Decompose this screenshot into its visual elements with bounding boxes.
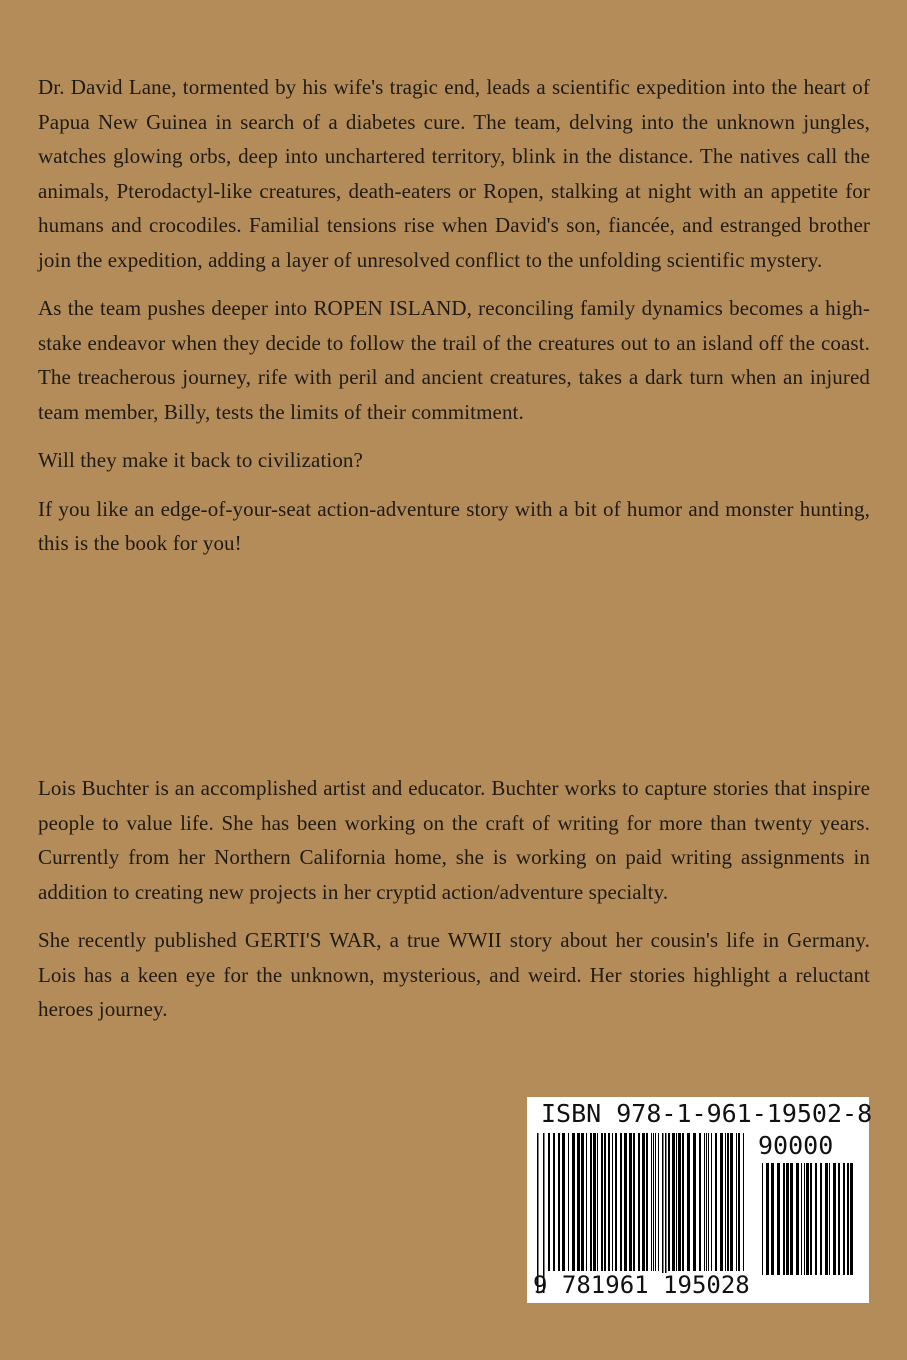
barcode-bar (825, 1163, 828, 1275)
bio-paragraph-1: Lois Buchter is an accomplished artist and educator. Buchter works to capture stories that inspire people to value life. She has been working on the craft of writing for more than twenty years. Currently from her Northern California home, she is working on paid writing assignments in addition to creating new projects in her cryptid action/adventure specialty. (38, 776, 870, 904)
barcode-bar (706, 1133, 707, 1271)
barcode-guard-bar (543, 1133, 545, 1293)
barcode-bar (796, 1163, 799, 1275)
barcode-bar (593, 1133, 596, 1271)
barcode-bar (577, 1133, 580, 1271)
barcode-bar (687, 1133, 690, 1271)
barcode-bar (777, 1163, 780, 1275)
isbn-barcode (527, 1097, 873, 1303)
barcode-bar (786, 1163, 789, 1275)
author-bio (38, 771, 870, 1041)
barcode-bar (655, 1133, 656, 1271)
barcode-bar (730, 1133, 733, 1271)
barcode-bar (682, 1133, 684, 1271)
barcode-bar (715, 1133, 717, 1271)
barcode-bar (771, 1163, 774, 1275)
barcode-bar (608, 1133, 610, 1271)
barcode-bar (801, 1163, 802, 1275)
barcode-bar (651, 1133, 652, 1271)
barcode-bar (586, 1133, 587, 1271)
barcode-bar (612, 1133, 613, 1271)
barcode-bar (672, 1133, 675, 1271)
barcode-bar (833, 1163, 836, 1275)
barcode-bar (843, 1163, 845, 1275)
blurb-paragraph-2: As the team pushes deeper into ROPEN ISLAND, reconciling family dynamics becomes a high-stake endeavor when they decide to follow the trail of the creatures out to an island off the coast. The treacherous journey, rife with peril and ancient creatures, takes a dark turn when an injured team member, Billy, tests the limits of their commitment. (38, 296, 870, 424)
barcode-bar (615, 1133, 617, 1271)
barcode-bar (804, 1163, 805, 1275)
barcode-bar (708, 1133, 709, 1271)
barcode-bar (646, 1133, 648, 1271)
barcode-guard-bar (537, 1133, 539, 1293)
barcode-bar (790, 1163, 793, 1275)
barcode-guard-bar (662, 1133, 664, 1293)
barcode-bar (699, 1133, 701, 1271)
barcode-bar (829, 1163, 830, 1275)
barcode-bar (562, 1133, 565, 1271)
barcode-bar (658, 1133, 659, 1271)
barcode-bar (572, 1133, 575, 1271)
bio-paragraph-2: She recently published GERTI'S WAR, a true WWII story about her cousin's life in Germany. Lois has a keen eye for the unknown, mysterious, and weird. Her stories highlight a reluctant heroes journey. (38, 928, 870, 1021)
barcode-bar (642, 1133, 645, 1271)
barcode-bar (604, 1133, 606, 1271)
barcode-bar (762, 1163, 763, 1275)
barcode-bar (568, 1133, 569, 1271)
barcode-bar (711, 1133, 712, 1271)
barcode-bar (743, 1133, 744, 1271)
barcode-bar (548, 1133, 550, 1271)
barcode-bar (653, 1133, 654, 1271)
barcode-bar (597, 1133, 598, 1271)
barcode-bar (810, 1163, 812, 1275)
barcode-bar (766, 1163, 769, 1275)
barcode-bar (638, 1133, 640, 1271)
addon-barcode-bars (760, 1163, 858, 1297)
barcode-bar (676, 1133, 677, 1271)
barcode-bar (668, 1133, 670, 1271)
barcode-bar (624, 1133, 627, 1271)
blurb-paragraph-4: If you like an edge-of-your-seat action-adventure story with a bit of humor and monster hunting, this is the book for you! (38, 496, 870, 555)
barcode-bar (720, 1133, 723, 1271)
barcode-bar (581, 1133, 584, 1271)
blurb-paragraph-1: Dr. David Lane, tormented by his wife's tragic end, leads a scientific expedition into the heart of Papua New Guinea in search of a diabetes cure. The team, delving into the unknown jungles, watches glowing orbs, deep into unchartered territory, blink in the distance. The natives call the animals, Pterodactyl-like creatures, death-eaters or Ropen, stalking at night with an appetite for humans and crocodiles. Familial tensions rise when David's son, fiancée, and estranged brother join the expedition, adding a layer of unresolved conflict to the unfolding scientific mystery. (38, 75, 870, 272)
barcode-bar (620, 1133, 622, 1271)
barcode-bar (704, 1133, 705, 1271)
barcode-bar (850, 1163, 853, 1275)
barcode-bar (736, 1133, 737, 1271)
barcode-bar (725, 1133, 726, 1271)
barcode-bar (558, 1133, 560, 1271)
barcode-bar (633, 1133, 635, 1271)
barcode-bar (738, 1133, 740, 1271)
barcode-bar (590, 1133, 592, 1271)
main-barcode-bars (535, 1133, 749, 1293)
blurb-paragraph-3: Will they make it back to civilization? (38, 448, 363, 472)
barcode-bar (815, 1163, 817, 1275)
barcode-bar (783, 1163, 785, 1275)
barcode-bar (820, 1163, 822, 1275)
barcode-bar (847, 1163, 849, 1275)
barcode-bar (693, 1133, 696, 1271)
price-code: 90000 (758, 1131, 834, 1160)
barcode-guard-bar (665, 1133, 667, 1293)
book-blurb (38, 70, 870, 575)
barcode-digits: 9 781961 195028 (533, 1271, 750, 1299)
barcode-bar (678, 1133, 681, 1271)
barcode-bar (838, 1163, 840, 1275)
barcode-bar (601, 1133, 603, 1271)
isbn-label: ISBN 978-1-961-19502-8 (541, 1099, 873, 1128)
barcode-bar (553, 1133, 555, 1271)
barcode-bar (629, 1133, 632, 1271)
barcode-bar (727, 1133, 729, 1271)
barcode-bar (806, 1163, 809, 1275)
